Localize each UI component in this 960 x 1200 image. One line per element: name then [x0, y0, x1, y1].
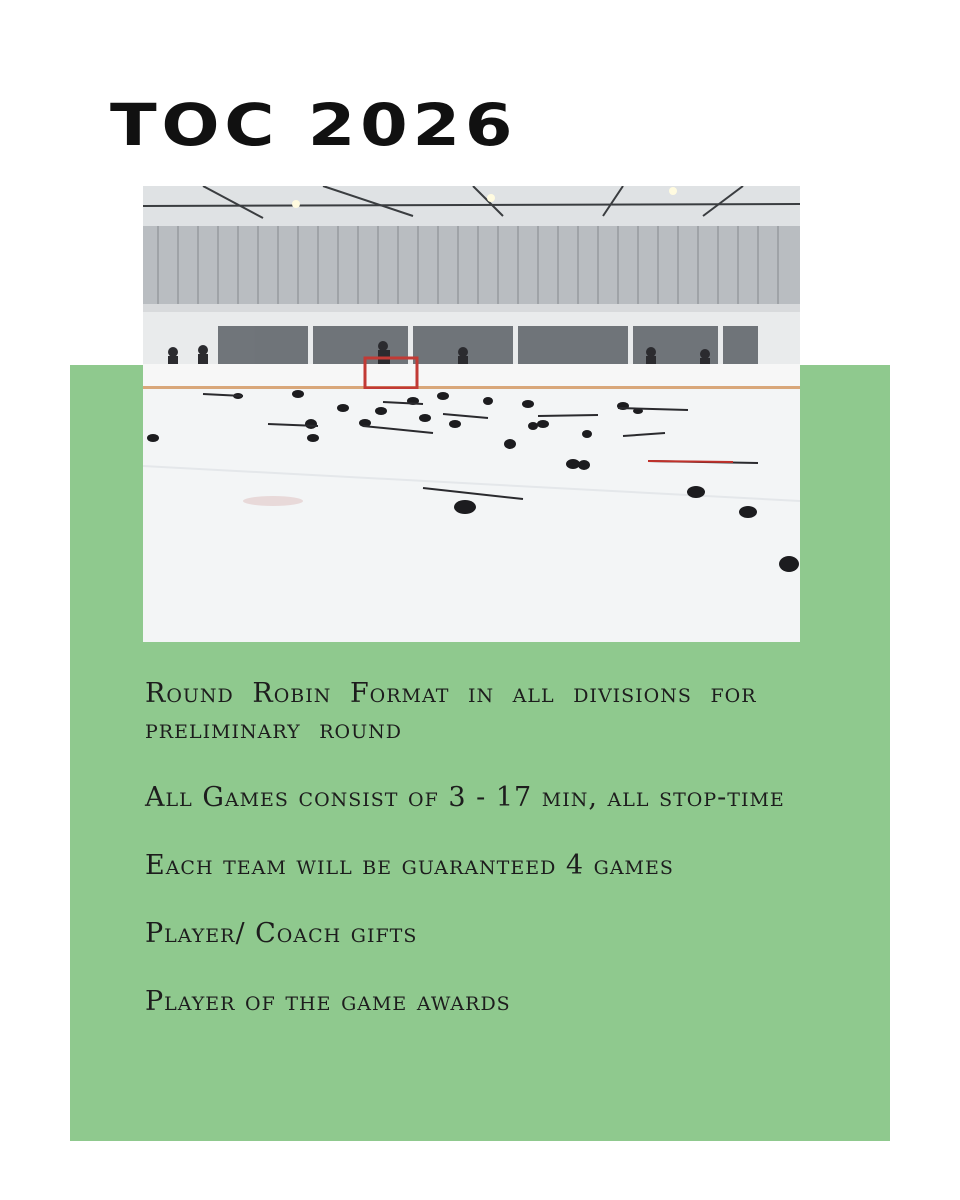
- feature-item-guaranteed-games: Each team will be guaranteed 4 games: [145, 850, 674, 881]
- feature-item-gifts: Player/ Coach gifts: [145, 918, 418, 949]
- feature-list: [145, 676, 795, 1052]
- page-title: TOC 2026: [110, 91, 518, 159]
- feature-item-awards: Player of the game awards: [145, 986, 511, 1017]
- feature-item-format: Round Robin Format in all divisions for preliminary round: [145, 678, 757, 745]
- rink-photo: [143, 186, 800, 642]
- feature-item-game-length: All Games consist of 3 - 17 min, all stop-time: [145, 782, 785, 813]
